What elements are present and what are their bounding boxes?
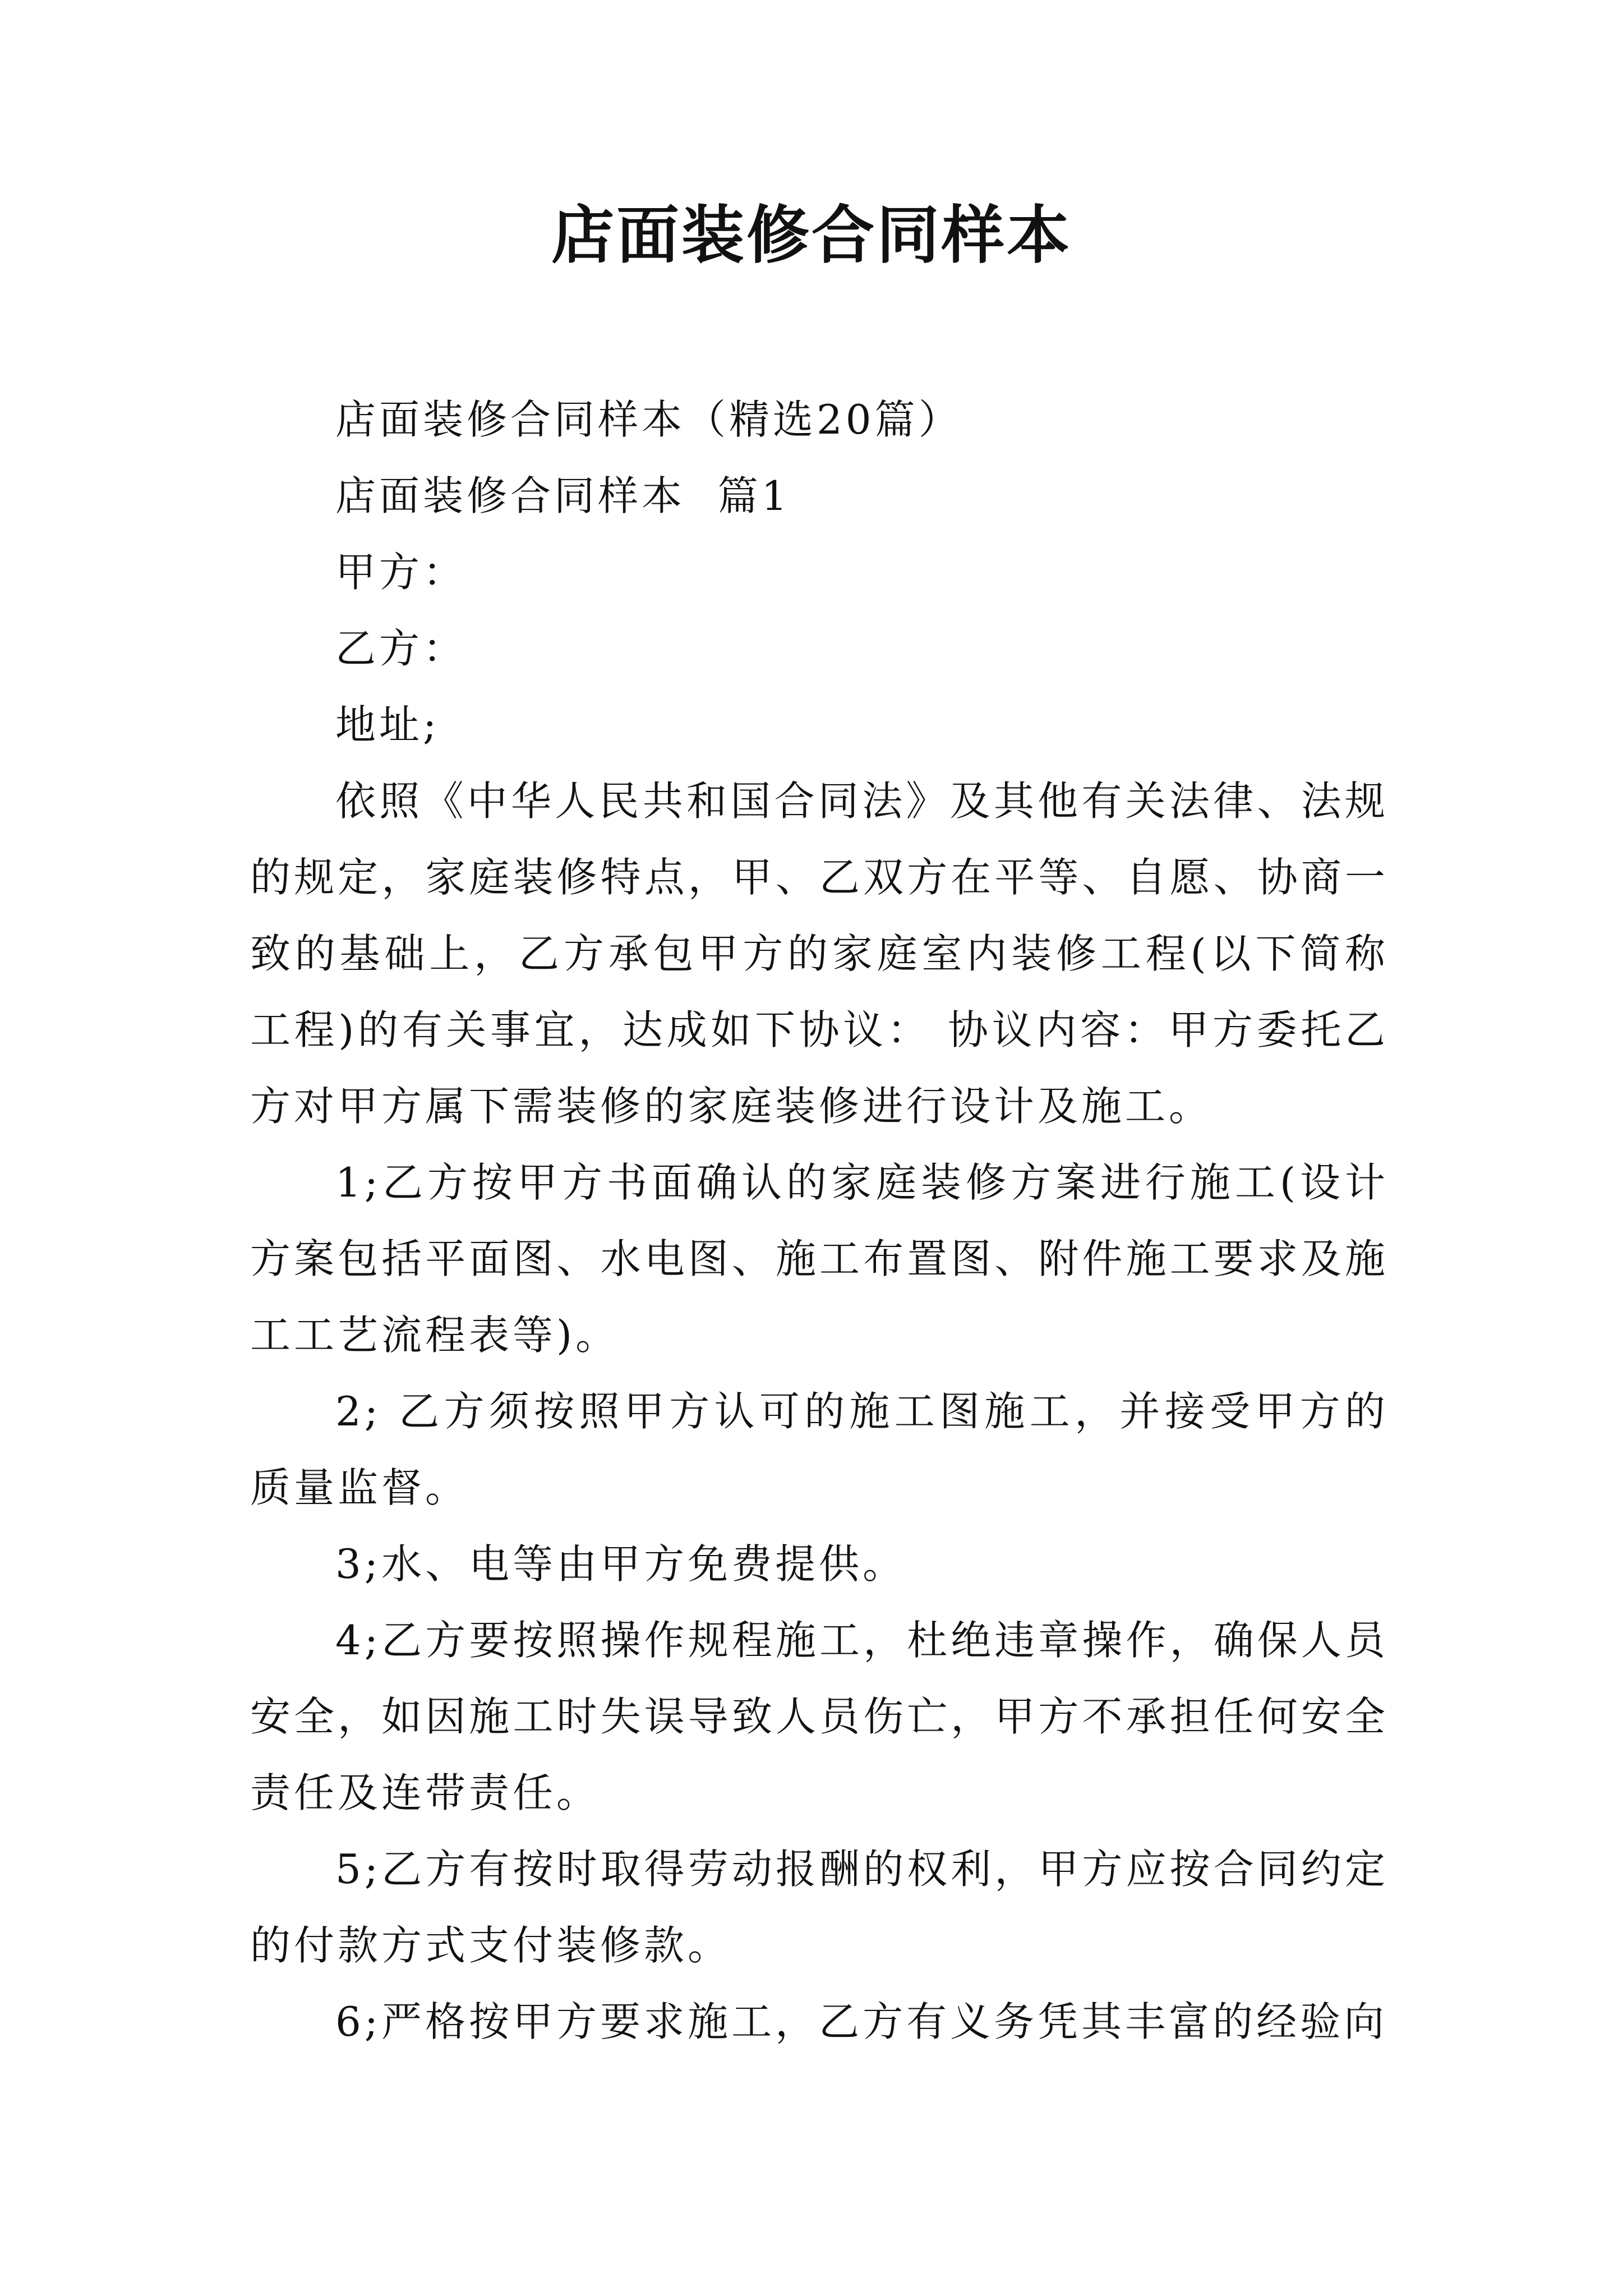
paragraph-clause-1: 1;乙方按甲方书面确认的家庭装修方案进行施工(设计方案包括平面图、水电图、施工布置图、附件施工要求及施工工艺流程表等)。 bbox=[250, 1159, 1389, 1359]
paragraph-clause-5: 5;乙方有按时取得劳动报酬的权利，甲方应按合同约定的付款方式支付装修款。 bbox=[250, 1846, 1389, 1969]
document-body bbox=[250, 381, 1389, 2060]
paragraph-clause-2: 2; 乙方须按照甲方认可的施工图施工，并接受甲方的质量监督。 bbox=[250, 1388, 1389, 1511]
paragraph-clause-3: 3;水、电等由甲方免费提供。 bbox=[335, 1540, 907, 1588]
paragraph-clause-6: 6;严格按甲方要求施工，乙方有义务凭其丰富的经验向 bbox=[335, 1998, 1388, 2045]
address-line: 地址; bbox=[335, 701, 440, 748]
party-b-line: 乙方： bbox=[335, 625, 467, 672]
section-heading: 店面装修合同样本 篇1 bbox=[335, 472, 791, 519]
paragraph-clause-4: 4;乙方要按照操作规程施工，杜绝违章操作，确保人员安全，如因施工时失误导致人员伤亡，甲方不承担任何安全责任及连带责任。 bbox=[250, 1617, 1389, 1816]
paragraph-preamble: 依照《中华人民共和国合同法》及其他有关法律、法规的规定，家庭装修特点，甲、乙双方在平等、自愿、协商一致的基础上，乙方承包甲方的家庭室内装修工程(以下简称工程)的有关事宜，达成如下协议： 协议内容：甲方委托乙方对甲方属下需装修的家庭装修进行设计及施工。 bbox=[250, 777, 1389, 1130]
party-a-line: 甲方： bbox=[335, 549, 467, 596]
document-subtitle: 店面装修合同样本（精选20篇） bbox=[335, 396, 962, 443]
document-title: 店面装修合同样本 bbox=[551, 199, 1072, 272]
